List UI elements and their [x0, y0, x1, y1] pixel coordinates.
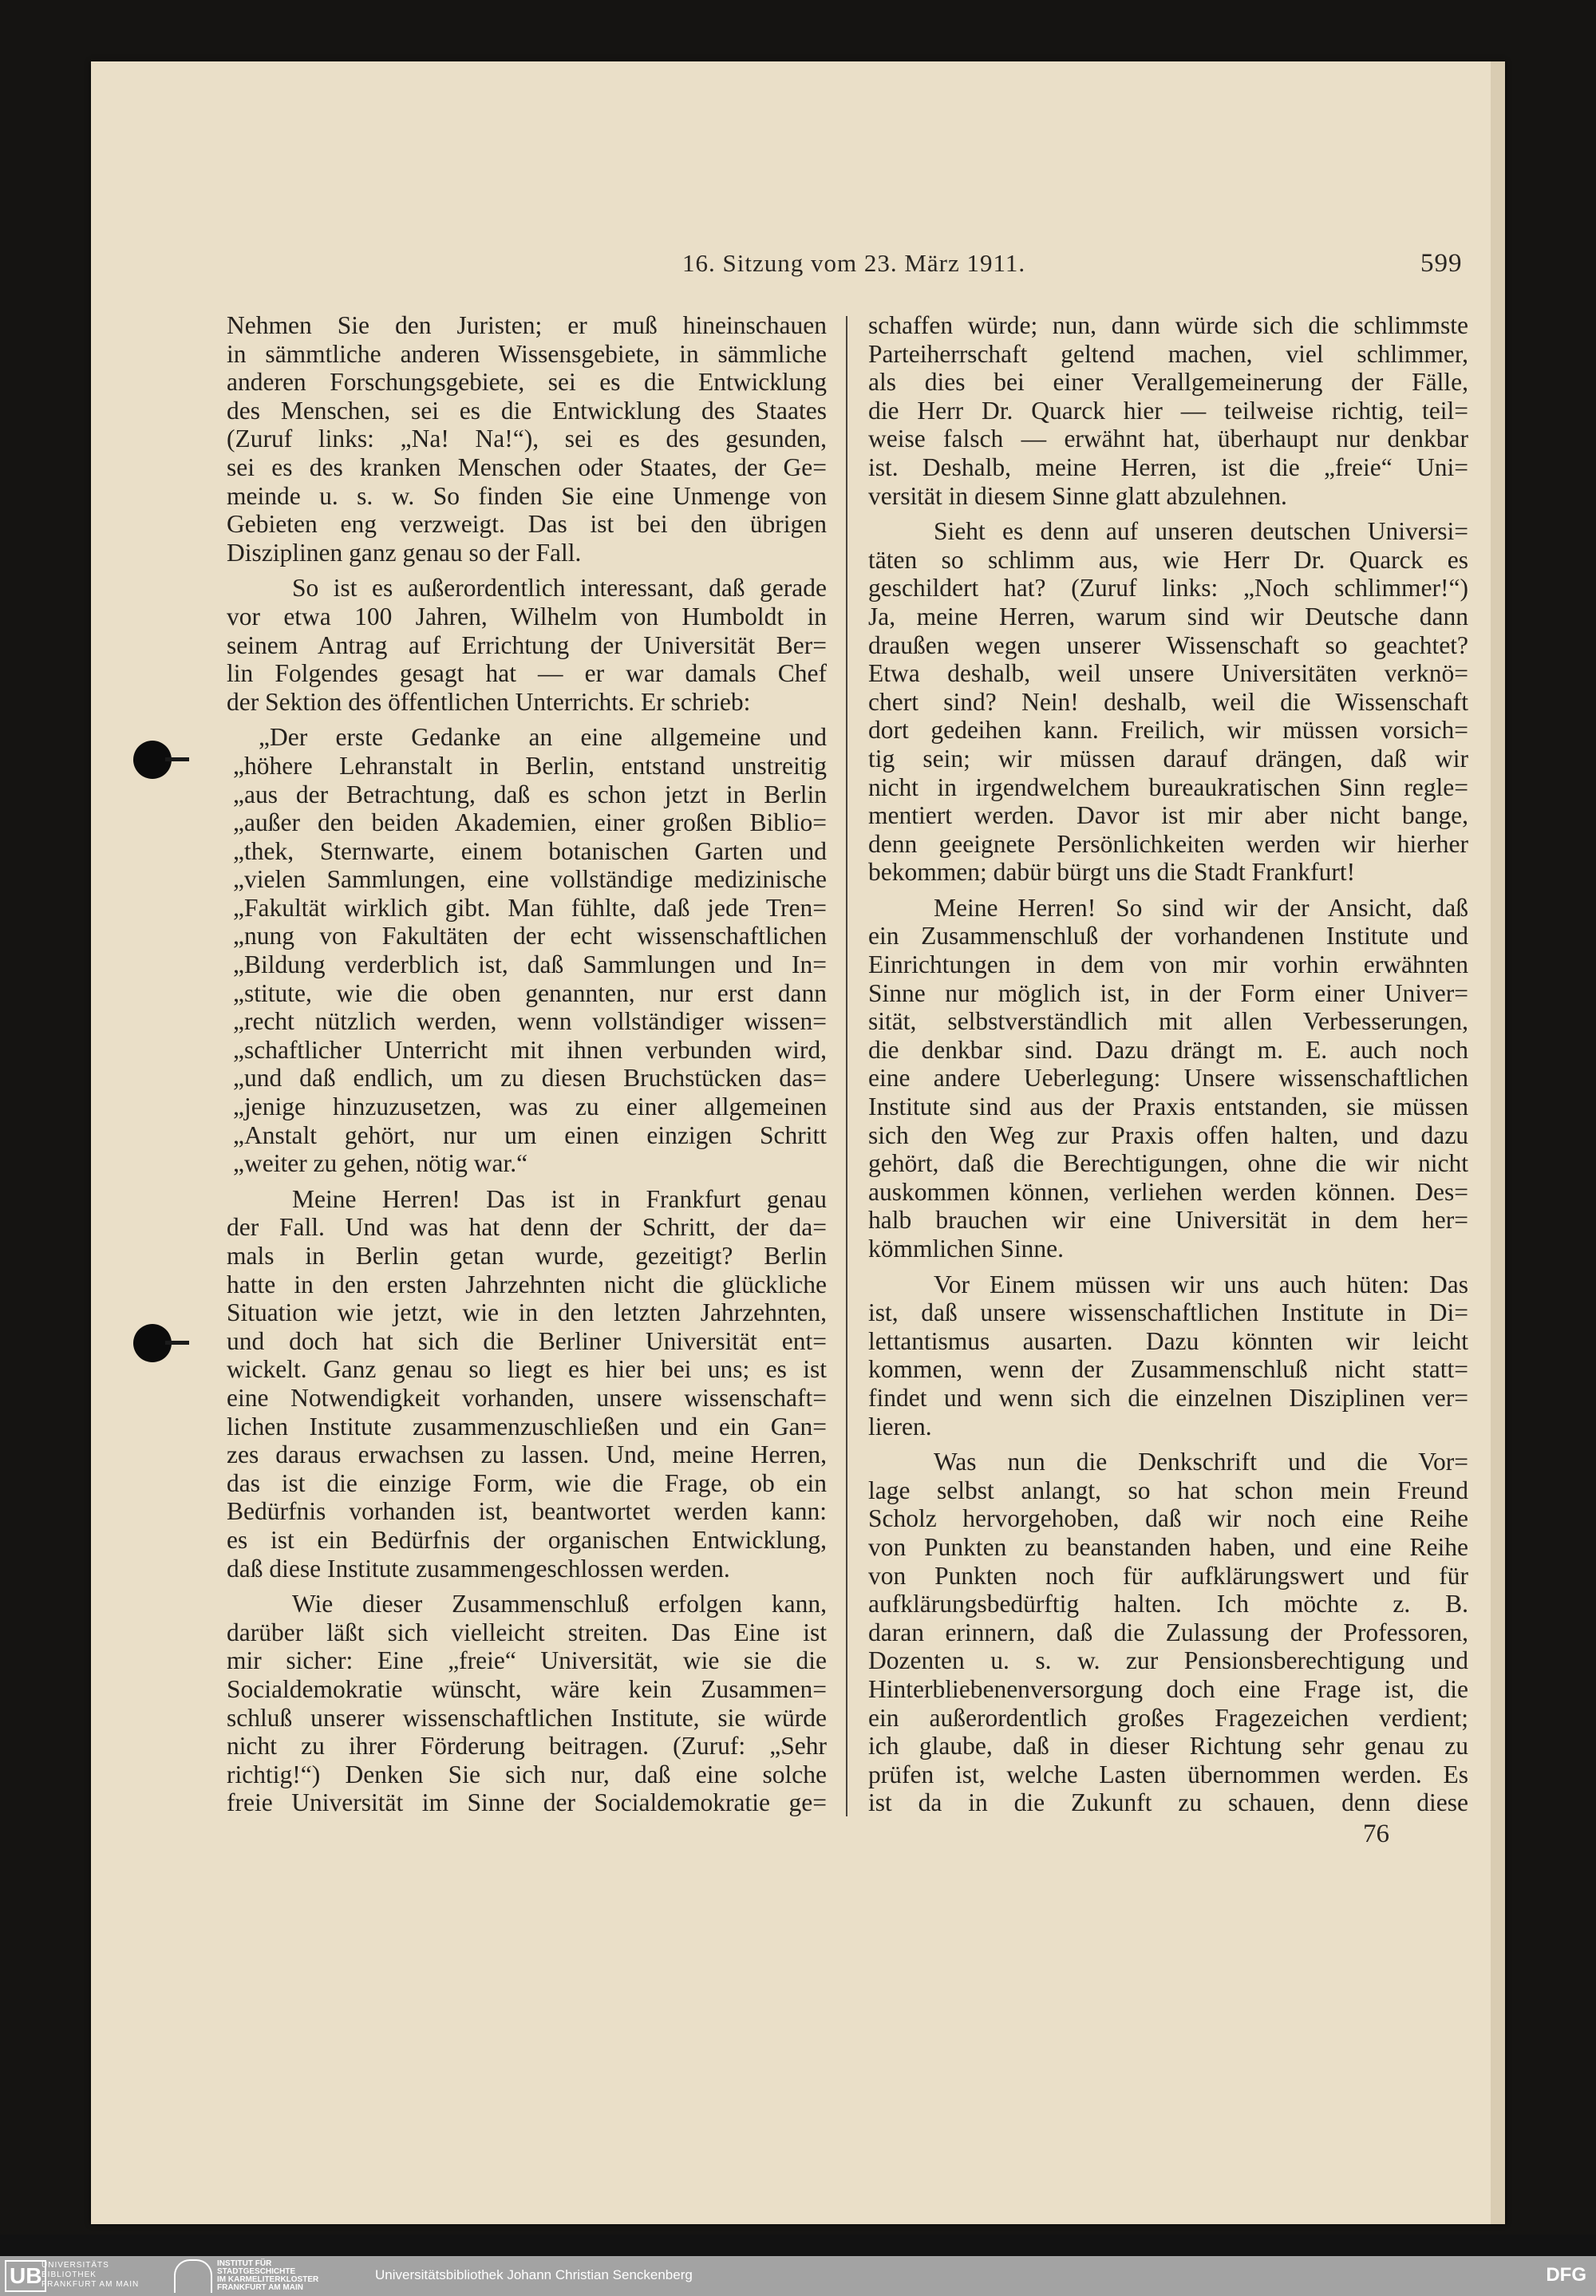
text-line: sich den Weg zur Praxis offen halten, und dazu: [868, 1120, 1468, 1149]
text-line: dort gedeihen kann. Freilich, wir müssen vorsich=: [868, 716, 1468, 745]
text-line: denn geeignete Persönlichkeiten werden wir hierher: [868, 829, 1468, 858]
text-line: eine andere Ueberlegung: Unsere wissenschaftlichen: [868, 1064, 1468, 1093]
text-line: schluß unserer wissenschaftlichen Institute, sie würde: [227, 1703, 827, 1732]
text-line: Socialdemokratie wünscht, wäre kein Zusammen=: [227, 1674, 827, 1703]
text-line: meinde u. s. w. So finden Sie eine Unmenge von: [227, 481, 827, 510]
page-number: 599: [1420, 249, 1463, 278]
text-line: ich glaube, daß in dieser Richtung sehr genau zu: [868, 1732, 1468, 1761]
isg-text-line: STADTGESCHICHTE: [217, 2267, 296, 2276]
text-line: Meine Herren! Das ist in Frankfurt genau: [292, 1184, 827, 1213]
text-line: täten so schlimm aus, wie Herr Dr. Quarck es: [868, 545, 1468, 574]
text-line: lichen Institute zusammenzuschließen und ein Gan=: [227, 1412, 827, 1440]
text-line: Was nun die Denkschrift und die Vor=: [934, 1448, 1468, 1476]
text-line: tig sein; wir müssen darauf drängen, daß wir: [868, 744, 1468, 773]
running-header: 16. Sitzung vom 23. März 1911.: [682, 249, 1026, 277]
text-line: Etwa deshalb, weil unsere Universitäten verknö=: [868, 659, 1468, 688]
text-line: wickelt. Ganz genau so liegt es hier bei uns; es ist: [227, 1355, 827, 1384]
text-line: „vielen Sammlungen, eine vollständige medizinische: [233, 865, 827, 894]
text-line: Ja, meine Herren, warum sind wir Deutsche dann: [868, 602, 1468, 630]
text-line: Sieht es denn auf unseren deutschen Universi=: [934, 517, 1468, 546]
text-line: ist. Deshalb, meine Herren, ist die „freie“ Uni=: [868, 452, 1468, 481]
text-line: „nung von Fakultäten der echt wissenschaftlichen: [233, 922, 827, 950]
paragraph: [868, 517, 1468, 887]
text-line: mir sicher: Eine „freie“ Universität, wie sie die: [227, 1646, 827, 1675]
text-line: „höhere Lehranstalt in Berlin, entstand unstreitig: [233, 751, 827, 780]
text-line: versität in diesem Sinne glatt abzulehnen.: [868, 481, 1287, 510]
text-line: lieren.: [868, 1412, 932, 1440]
isg-text-line: FRANKFURT AM MAIN: [217, 2283, 303, 2292]
ub-logo[interactable]: UB: [5, 2260, 46, 2292]
punch-hole: [133, 1324, 172, 1362]
text-line: „recht nützlich werden, wenn vollständiger wissen=: [233, 1007, 827, 1036]
text-line: lin Folgendes gesagt hat — er war damals Chef: [227, 659, 827, 688]
sheet-number: 76: [1363, 1820, 1389, 1848]
text-line: nicht in irgendwelchem bureaukratischen Sinn regle=: [868, 773, 1468, 801]
paragraph: [868, 311, 1468, 510]
text-line: Hinterbliebenenversorgung doch eine Frage ist, die: [868, 1674, 1468, 1703]
text-line: „Bildung verderblich ist, daß Sammlungen und In=: [233, 950, 827, 979]
text-line: „Anstalt gehört, nur um einen einzigen Schritt: [233, 1120, 827, 1149]
text-line: lage selbst anlangt, so hat schon mein Freund: [868, 1476, 1468, 1504]
text-line: „Fakultät wirklich gibt. Man fühlte, daß jede Tren=: [233, 893, 827, 922]
text-line: sität, selbstverständlich mit allen Verbesserungen,: [868, 1007, 1468, 1036]
text-line: (Zuruf links: „Na! Na!“), sei es des gesunden,: [227, 425, 827, 453]
punch-hole: [133, 741, 172, 779]
text-line: Nehmen Sie den Juristen; er muß hineinschauen: [227, 311, 827, 339]
text-line: kommen, wenn der Zusammenschluß nicht statt=: [868, 1355, 1468, 1384]
text-line: des Menschen, sei es die Entwicklung des Staates: [227, 396, 827, 425]
text-line: findet und wenn sich die einzelnen Disziplinen ver=: [868, 1383, 1468, 1412]
text-line: freie Universität im Sinne der Socialdemokratie ge=: [227, 1788, 827, 1817]
paragraph: [227, 574, 827, 716]
text-line: sei es des kranken Menschen oder Staates, der Ge=: [227, 452, 827, 481]
text-line: darüber läßt sich vielleicht streiten. Das Eine ist: [227, 1618, 827, 1646]
text-line: von Punkten zu beanstanden haben, und eine Reihe: [868, 1532, 1468, 1561]
text-line: Institute sind aus der Praxis entstanden, sie müssen: [868, 1093, 1468, 1121]
text-line: richtig!“) Denken Sie sich nur, daß eine solche: [227, 1760, 827, 1788]
text-line: So ist es außerordentlich interessant, daß gerade: [292, 574, 827, 603]
text-line: die Herr Dr. Quarck hier — teilweise richtig, teil=: [868, 396, 1468, 425]
text-line: kömmlichen Sinne.: [868, 1235, 1064, 1263]
library-name: Universitätsbibliothek Johann Christian Senckenberg: [375, 2267, 693, 2282]
text-line: die denkbar sind. Dazu drängt m. E. auch noch: [868, 1035, 1468, 1064]
scan-border: [0, 2235, 1596, 2256]
text-line: bekommen; dabür bürgt uns die Stadt Frankfurt!: [868, 858, 1356, 887]
text-line: anderen Forschungsgebiete, sei es die Entwicklung: [227, 368, 827, 397]
text-line: lettantismus ausarten. Dazu könnten wir leicht: [868, 1326, 1468, 1355]
text-line: aufklärungsbedürftig halten. Ich möchte z. B.: [868, 1590, 1468, 1618]
text-line: mals in Berlin getan wurde, gezeitigt? Berlin: [227, 1242, 827, 1270]
text-line: prüfen ist, welche Lasten übernommen werden. Es: [868, 1760, 1468, 1788]
text-line: Dozenten u. s. w. zur Pensionsberechtigung und: [868, 1646, 1468, 1675]
paragraph: [868, 1448, 1468, 1817]
ub-text-line: FRANKFURT AM MAIN: [41, 2280, 140, 2289]
paragraph: [227, 1185, 827, 1583]
text-line: halb brauchen wir eine Universität in dem her=: [868, 1206, 1468, 1235]
text-line: Situation wie jetzt, wie in den letzten Jahrzehnten,: [227, 1298, 827, 1327]
text-line: Einrichtungen in dem von mir vorhin erwähnten: [868, 950, 1468, 979]
text-line: „Der erste Gedanke an eine allgemeine und: [259, 723, 827, 752]
text-line: auskommen können, verliehen werden können. Des=: [868, 1177, 1468, 1206]
text-line: das ist die einzige Form, wie die Frage, ob ein: [227, 1468, 827, 1497]
isg-text-line: IM KARMELITERKLOSTER: [217, 2275, 319, 2284]
text-line: daß diese Institute zusammengeschlossen werden.: [227, 1554, 730, 1583]
dfg-logo[interactable]: DFG: [1546, 2264, 1586, 2286]
text-line: ist da in die Zukunft zu schauen, denn diese: [868, 1788, 1468, 1817]
text-line: der Fall. Und was hat denn der Schritt, der da=: [227, 1213, 827, 1242]
text-line: schaffen würde; nun, dann würde sich die schlimmste: [868, 311, 1468, 339]
text-line: geschildert hat? (Zuruf links: „Noch schlimmer!“): [868, 574, 1468, 603]
text-line: „jenige hinzuzusetzen, was zu einer allgemeinen: [233, 1093, 827, 1121]
paragraph: [227, 1590, 827, 1817]
paragraph: [227, 311, 827, 567]
text-line: „stitute, wie die oben genannten, nur erst dann: [233, 978, 827, 1007]
ub-text-line: UNIVERSITÄTS: [41, 2261, 109, 2270]
text-line: mentiert werden. Davor ist mir aber nicht bange,: [868, 801, 1468, 830]
text-line: Disziplinen ganz genau so der Fall.: [227, 538, 582, 567]
text-line: es ist ein Bedürfnis der organischen Entwicklung,: [227, 1525, 827, 1554]
text-line: ein Zusammenschluß der vorhandenen Institute und: [868, 922, 1468, 950]
text-line: der Sektion des öffentlichen Unterrichts. Er schrieb:: [227, 687, 751, 716]
text-line: ein außerordentlich großes Fragezeichen verdient;: [868, 1703, 1468, 1732]
text-line: von Punkten noch für aufklärungswert und für: [868, 1561, 1468, 1590]
text-line: „aus der Betrachtung, daß es schon jetzt in Berlin: [233, 780, 827, 808]
paragraph: [868, 894, 1468, 1263]
isg-logo-icon[interactable]: [174, 2259, 212, 2293]
text-line: und doch hat sich die Berliner Universität ent=: [227, 1326, 827, 1355]
text-line: Gebieten eng verzweigt. Das ist bei den übrigen: [227, 510, 827, 539]
page-edge: [1491, 61, 1505, 2224]
isg-logo-text: [217, 2260, 318, 2292]
text-line: in sämmtliche anderen Wissensgebiete, in sämmliche: [227, 339, 827, 368]
paragraph: [868, 1271, 1468, 1441]
text-line: Vor Einem müssen wir uns auch hüten: Das: [934, 1270, 1468, 1298]
text-line: zes daraus erwachsen zu lassen. Und, meine Herren,: [227, 1440, 827, 1469]
text-column-right: [868, 311, 1468, 1824]
text-line: Bedürfnis vorhanden ist, beantwortet werden kann:: [227, 1497, 827, 1526]
text-column-left: [227, 311, 827, 1824]
column-divider: [846, 316, 847, 1816]
ub-text-line: BIBLIOTHEK: [41, 2270, 97, 2279]
text-line: weise falsch — erwähnt hat, überhaupt nur denkbar: [868, 425, 1468, 453]
text-line: chert sind? Nein! deshalb, weil die Wissenschaft: [868, 687, 1468, 716]
text-line: „schaftlicher Unterricht mit ihnen verbunden wird,: [233, 1035, 827, 1064]
text-line: Scholz hervorgehoben, daß wir noch eine Reihe: [868, 1504, 1468, 1533]
text-line: Sinne nur möglich ist, in der Form einer Univer=: [868, 978, 1468, 1007]
text-line: hatte in den ersten Jahrzehnten nicht die glückliche: [227, 1270, 827, 1298]
text-line: ist, daß unsere wissenschaftlichen Institute in Di=: [868, 1298, 1468, 1327]
text-line: „thek, Sternwarte, einem botanischen Garten und: [233, 836, 827, 865]
text-line: draußen wegen unserer Wissenschaft so geachtet?: [868, 630, 1468, 659]
text-line: Meine Herren! So sind wir der Ansicht, daß: [934, 893, 1468, 922]
text-line: eine Notwendigkeit vorhanden, unsere wissenschaft=: [227, 1383, 827, 1412]
text-line: seinem Antrag auf Errichtung der Universität Ber=: [227, 630, 827, 659]
text-line: „außer den beiden Akademien, einer großen Biblio=: [233, 808, 827, 837]
text-line: vor etwa 100 Jahren, Wilhelm von Humboldt in: [227, 602, 827, 630]
text-line: „und daß endlich, um zu diesen Bruchstücken das=: [233, 1064, 827, 1093]
footer-bar: [0, 2256, 1596, 2296]
text-line: gehört, daß die Berechtigungen, ohne die wir nicht: [868, 1149, 1468, 1178]
text-line: Wie dieser Zusammenschluß erfolgen kann,: [292, 1590, 827, 1618]
text-line: „weiter zu gehen, nötig war.“: [233, 1149, 528, 1178]
ub-logo-text: [41, 2261, 139, 2290]
text-line: nicht zu ihrer Förderung beitragen. (Zuruf: „Sehr: [227, 1732, 827, 1761]
isg-text-line: INSTITUT FÜR: [217, 2259, 272, 2268]
text-line: daran erinnern, daß die Zulassung der Professoren,: [868, 1618, 1468, 1646]
text-line: Parteiherrschaft geltend machen, viel schlimmer,: [868, 339, 1468, 368]
text-line: als dies bei einer Verallgemeinerung der Fälle,: [868, 368, 1468, 397]
quotation-paragraph: [227, 723, 827, 1178]
